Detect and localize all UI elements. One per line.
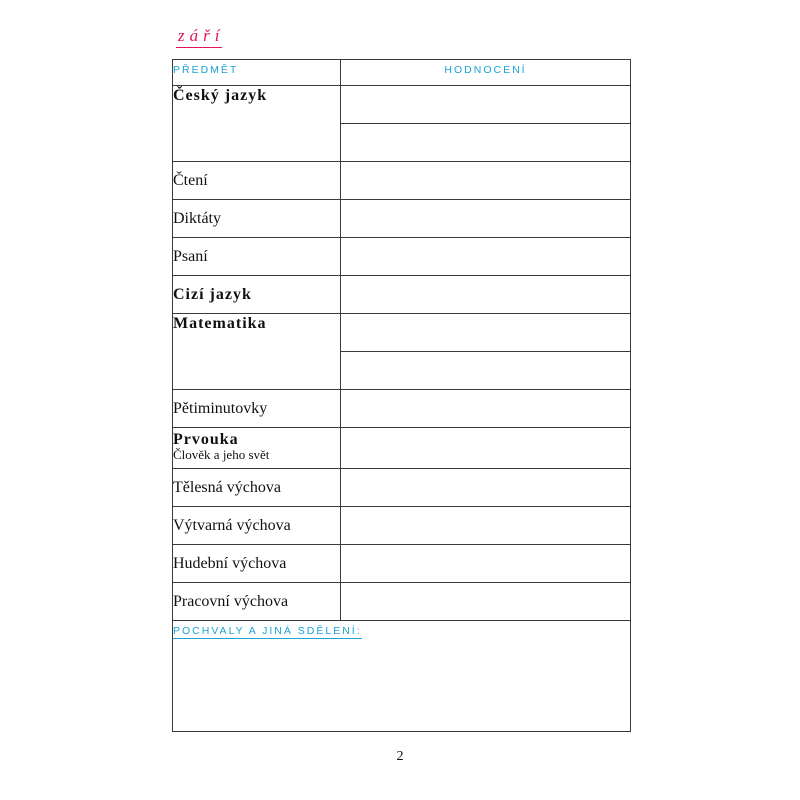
subject-matematika: Matematika xyxy=(173,314,341,390)
page-number: 2 xyxy=(396,749,404,764)
grade-cell-telesna-vychova[interactable] xyxy=(341,469,631,507)
subject-vytvarna-vychova: Výtvarná výchova xyxy=(173,507,341,545)
grade-cell-diktaty[interactable] xyxy=(341,200,631,238)
header-subject-cell xyxy=(173,60,341,86)
footer-row xyxy=(173,621,631,732)
subject-pracovni-vychova: Pracovní výchova xyxy=(173,583,341,621)
subject-telesna-vychova: Tělesná výchova xyxy=(173,469,341,507)
subject-diktaty: Diktáty xyxy=(173,200,341,238)
grade-cell-cteni[interactable] xyxy=(341,162,631,200)
table-row xyxy=(173,469,631,507)
header-subject: PŘEDMĚT xyxy=(173,64,239,76)
grade-table xyxy=(172,59,631,732)
grade-cell-vytvarna-vychova[interactable] xyxy=(341,507,631,545)
grade-cell-cesky-jazyk-2[interactable] xyxy=(341,124,631,162)
month-title: září xyxy=(178,26,225,45)
table-row xyxy=(173,314,631,352)
table-row xyxy=(173,86,631,124)
table-row xyxy=(173,200,631,238)
subject-prvouka-note: Člověk a jeho svět xyxy=(173,447,270,462)
subject-cteni: Čtení xyxy=(173,162,341,200)
footer-notes-label: POCHVALY A JINÁ SDĚLENÍ: xyxy=(173,625,362,637)
header-evaluation-cell xyxy=(341,60,631,86)
subject-prvouka: Prvouka xyxy=(173,431,239,448)
header-evaluation: HODNOCENÍ xyxy=(444,64,527,76)
table-row xyxy=(173,238,631,276)
grade-cell-pracovni-vychova[interactable] xyxy=(341,583,631,621)
table-row xyxy=(173,390,631,428)
subject-cizi-jazyk: Cizí jazyk xyxy=(173,276,341,314)
table-row xyxy=(173,507,631,545)
grade-cell-cizi-jazyk[interactable] xyxy=(341,276,631,314)
subject-petiminutovky: Pětiminutovky xyxy=(173,390,341,428)
grade-cell-matematika-2[interactable] xyxy=(341,352,631,390)
subject-hudebni-vychova: Hudební výchova xyxy=(173,545,341,583)
grade-cell-prvouka[interactable] xyxy=(341,428,631,469)
table-header-row xyxy=(173,60,631,86)
subject-cesky-jazyk: Český jazyk xyxy=(173,86,341,162)
subject-psani: Psaní xyxy=(173,238,341,276)
table-row xyxy=(173,545,631,583)
grade-cell-matematika-1[interactable] xyxy=(341,314,631,352)
table-row xyxy=(173,276,631,314)
subject-prvouka-cell xyxy=(173,428,341,469)
footer-notes-cell[interactable] xyxy=(173,621,631,732)
month-title-underline xyxy=(176,47,222,48)
grade-cell-hudebni-vychova[interactable] xyxy=(341,545,631,583)
table-row xyxy=(173,583,631,621)
grade-cell-cesky-jazyk-1[interactable] xyxy=(341,86,631,124)
grade-cell-psani[interactable] xyxy=(341,238,631,276)
table-row xyxy=(173,428,631,469)
grade-cell-petiminutovky[interactable] xyxy=(341,390,631,428)
table-row xyxy=(173,162,631,200)
